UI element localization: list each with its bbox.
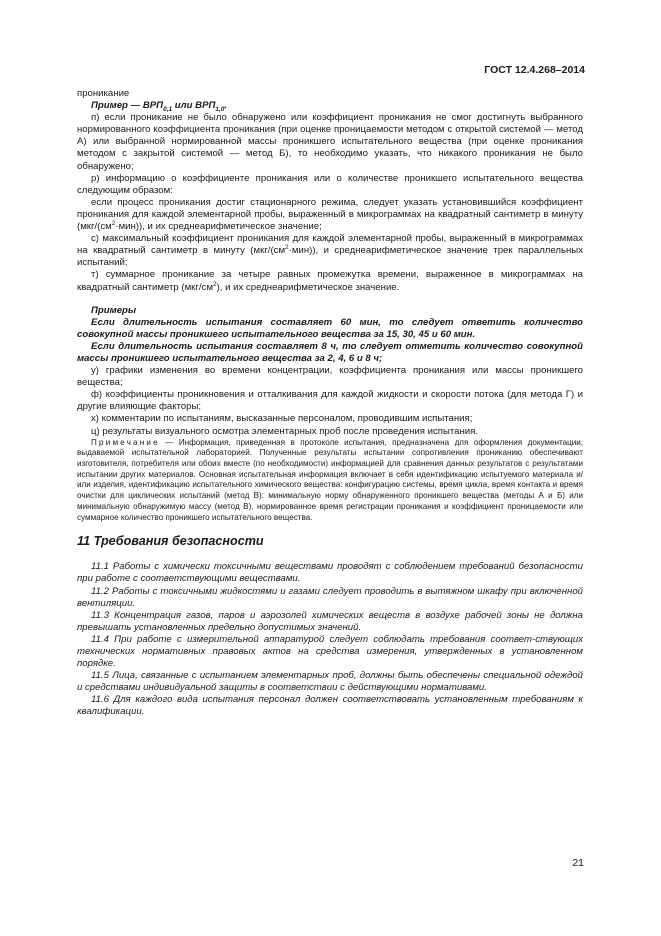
paragraph-f: ф) коэффициенты проникновения и отталкивания для каждой жидкости и скорости потока (для метода Г) и другие влияющие факторы;: [77, 389, 583, 413]
text: т) суммарное проникание за четыре равных промежутка времени, выраженное в микрограммах на квадратный сантиметр (мкг/см: [77, 269, 583, 293]
section-title: 11 Требования безопасности: [77, 534, 264, 549]
paragraph-s: [77, 233, 583, 269]
text: если процесс проникания достиг стационарного режима, следует указать установившийся коэффициент проникания для каждой элементарной пробы, выраженный в микрограммах на квадратный сантиметр в минуту (мкг/(см: [77, 196, 583, 233]
example-heading: [77, 100, 583, 112]
clause-11-4: 11.4 При работе с измерительной аппаратурой следует соблюдать требования соответ-ствующих технических нормативных правовых актов на средства измерения, утвержденных в установленном порядке.: [77, 633, 583, 670]
note: [77, 438, 583, 524]
subscript: 1,0: [215, 106, 225, 113]
clause-11-1: 11.1 Работы с химически токсичными веществами проводят с соблюдением требований безопасности при работе с соответствующими веществами.: [77, 561, 583, 585]
paragraph-c: ц) результаты визуального осмотра элементарных проб после проведения испытания.: [91, 425, 479, 437]
paragraph-t: [77, 269, 583, 293]
text: ), и их среднеарифметическое значение.: [216, 281, 400, 293]
example-heading-text: .: [224, 100, 228, 112]
note-text: — Информация, приведенная в протоколе испытания, предназначена для оформления документации, выдаваемой испытательной лабораторией. Полученные результаты испытании сопротивления прониканию обеспечивают изготовителя, потребителя или обоих вместе (по необходимости) информацией для сравнения данных результатов с результатами испытании других материалов. Основная испытательная информация включает в себя идентификацию испытуемого материала и/или изделия, идентификацию испытательного химического вещества: конфигурацию системы, время цикла, время контакта и время очистки для циклических испытаний (метод В): минимальную норму обнаруженного проникшего вещества (методы А и Б) или минимальную обнаружимую массу (метод В), нормированное время регистрации проникания и коэффициент проницаемости или суммарное количество проникшего испытательного вещества.: [77, 437, 583, 522]
examples-heading: Примеры: [91, 304, 137, 316]
paragraph-r: р) информацию о коэффициенте проникания или о количестве проникшего испытательного вещества следующим образом:: [77, 172, 583, 196]
note-label: Примечание: [91, 437, 160, 447]
clause-11-5: 11.5 Лица, связанные с испытанием элементарных проб, должны быть обеспечены специальной одеждой и средствами индивидуальной защиты в соответствии с действующими нормативами.: [77, 670, 583, 694]
text: ·мин)), и их среднеарифметическое значение;: [115, 221, 322, 233]
paragraph-u: у) графики изменения во времени концентрации, коэффициента проникания или массы проникшего вещества;: [77, 365, 583, 389]
text: с) максимальный коэффициент проникания для каждой элементарной пробы, выраженный в микрограммах на квадратный сантиметр в минуту (мкг/(см: [77, 233, 583, 257]
superscript: 2: [111, 219, 116, 227]
example-1: Если длительность испытания составляет 60 мин, то следует ответить количество совокупной массы проникшего испытательного вещества за 15, 30, 45 и 60 мин.: [77, 316, 583, 340]
subscript: 0,1: [163, 106, 173, 113]
superscript: 2: [285, 244, 289, 252]
paragraph-steady: [77, 197, 583, 233]
text: ·мин)), и среднеарифметическое значение трек параллельных испытаний;: [77, 245, 583, 269]
clause-11-2: 11.2 Работы с токсичными жидкостями и газами следует проводить в вытяжном шкафу при включенной вентиляции.: [77, 585, 583, 609]
document-body: [77, 88, 583, 719]
standard-header: ГОСТ 12.4.268–2014: [484, 64, 585, 76]
paragraph-n: п) если проникание не было обнаружено или коэффициент проникания не смог достигнуть выбранного нормированного коэффициента проникания (при оценке проницаемости методом с открытой системой — метод А) или выбранной нормированной массы проникшего испытательного вещества (при оценке проникания методом с закрытой системой — метод Б), то необходимо указать, что никакого проникания не было обнаружено;: [77, 112, 583, 172]
clause-11-6: 11.6 Для каждого вида испытания персонал должен соответствовать установленным требованиям к квалификации.: [77, 694, 583, 718]
example-heading-text: Пример — ВРП: [91, 100, 164, 112]
example-heading-text: или ВРП: [172, 100, 216, 112]
spacer: [77, 294, 583, 305]
example-2: Если длительность испытания составляет 8 ч, то следует отметить количество совокупной массы проникшего испытательного вещества за 2, 4, 6 и 8 ч;: [77, 340, 583, 364]
superscript: 2: [212, 280, 217, 288]
clause-11-3: 11.3 Концентрация газов, паров и аэрозолей химических веществ в воздухе рабочей зоны не должна превышать установленных предельно допустимых значений.: [77, 609, 583, 633]
paragraph-h: х) комментарии по испытаниям, высказанные персоналом, проводившим испытания;: [91, 413, 473, 425]
text-line: проникание: [77, 88, 130, 99]
page-number: 21: [572, 857, 584, 869]
